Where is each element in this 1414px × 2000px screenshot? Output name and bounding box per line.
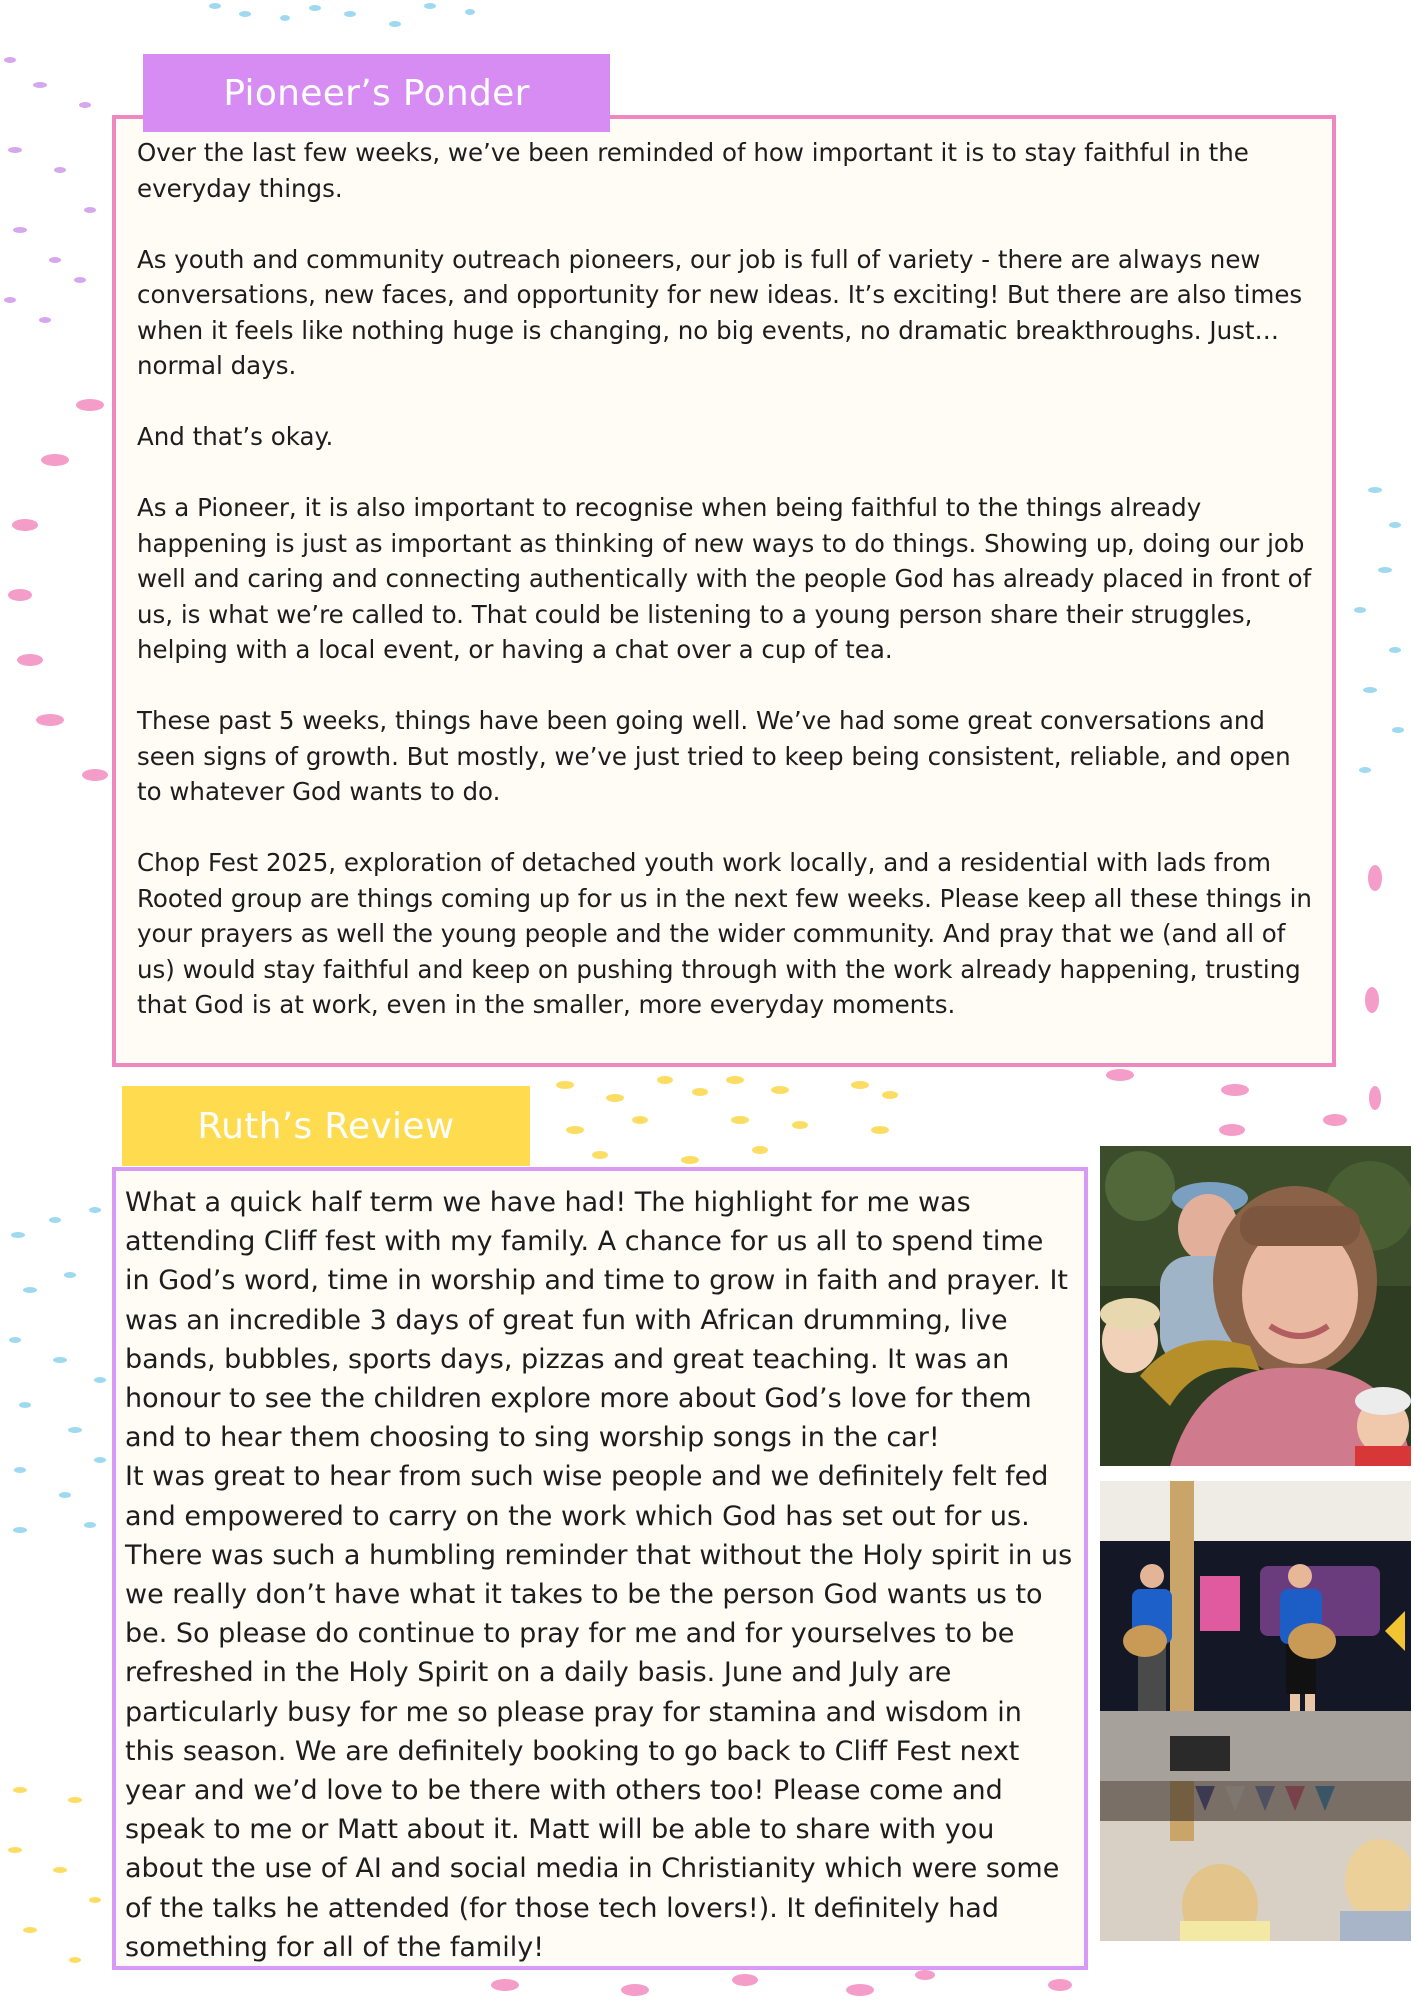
review-paragraph: What a quick half term we have had! The highlight for me was attending Cliff fest with my family. A chance for us all to spend time in God’s word, time in worship and time to grow in faith and prayer. It was an incredible 3 days of great fun with African drumming, live bands, bubbles, sports days, pizzas and great teaching. It was an honour to see the children explore more about God’s love for them and to hear them choosing to sing worship songs in the car! xyxy=(125,1187,1069,1454)
pioneers-ponder-box xyxy=(112,115,1336,1067)
ponder-paragraph: As a Pioneer, it is also important to recognise when being faithful to the things already happening is just as important as thinking of new ways to do things. Showing up, doing our job well and caring and connecting authentically with the people God has already placed in front of us, is what we’re called to. That could be listening to a young person share their struggles, helping with a local event, or having a chat over a cup of tea. xyxy=(137,493,1312,664)
festival-stage-photo xyxy=(1100,1481,1411,1941)
ponder-paragraph: Over the last few weeks, we’ve been reminded of how important it is to stay faithful in the everyday things. xyxy=(137,138,1249,203)
review-paragraph: It was great to hear from such wise people and we definitely felt fed and empowered to carry on the work which God has set out for us. There was such a humbling reminder that without the Holy spirit in us we really don’t have what it takes to be the person God wants us to be. So please do continue to pray for me and for yourselves to be refreshed in the Holy Spirit on a daily basis. June and July are particularly busy for me so please pray for stamina and wisdom in this season. We are definitely booking to go back to Cliff Fest next year and we’d love to be there with others too! Please come and speak to me or Matt about it. Matt will be able to share with you about the use of AI and social media in Christianity which were some of the talks he attended (for those tech lovers!). It definitely had something for all of the family! xyxy=(125,1461,1073,1963)
ponder-paragraph: These past 5 weeks, things have been going well. We’ve had some great conversations and seen signs of growth. But mostly, we’ve just tried to keep being consistent, reliable, and open to whatever God wants to do. xyxy=(137,706,1291,806)
ponder-paragraph: As youth and community outreach pioneers, our job is full of variety - there are always new conversations, new faces, and opportunity for new ideas. It’s exciting! But there are also times when it feels like nothing huge is changing, no big events, no dramatic breakthroughs. Just… normal days. xyxy=(137,244,1303,380)
family-selfie-photo xyxy=(1100,1146,1411,1466)
ruths-review-box xyxy=(112,1167,1088,1970)
ruths-review-heading: Ruth’s Review xyxy=(122,1086,530,1166)
ponder-paragraph: And that’s okay. xyxy=(137,422,334,451)
pioneers-ponder-heading: Pioneer’s Ponder xyxy=(143,54,610,132)
ponder-paragraph: Chop Fest 2025, exploration of detached youth work locally, and a residential with lads from Rooted group are things coming up for us in the next few weeks. Please keep all these things in your prayers as well the young people and the wider community. And pray that we (and all of us) would stay faithful and keep on pushing through with the work already happening, trusting that God is at work, even in the smaller, more everyday moments. xyxy=(137,848,1312,1019)
